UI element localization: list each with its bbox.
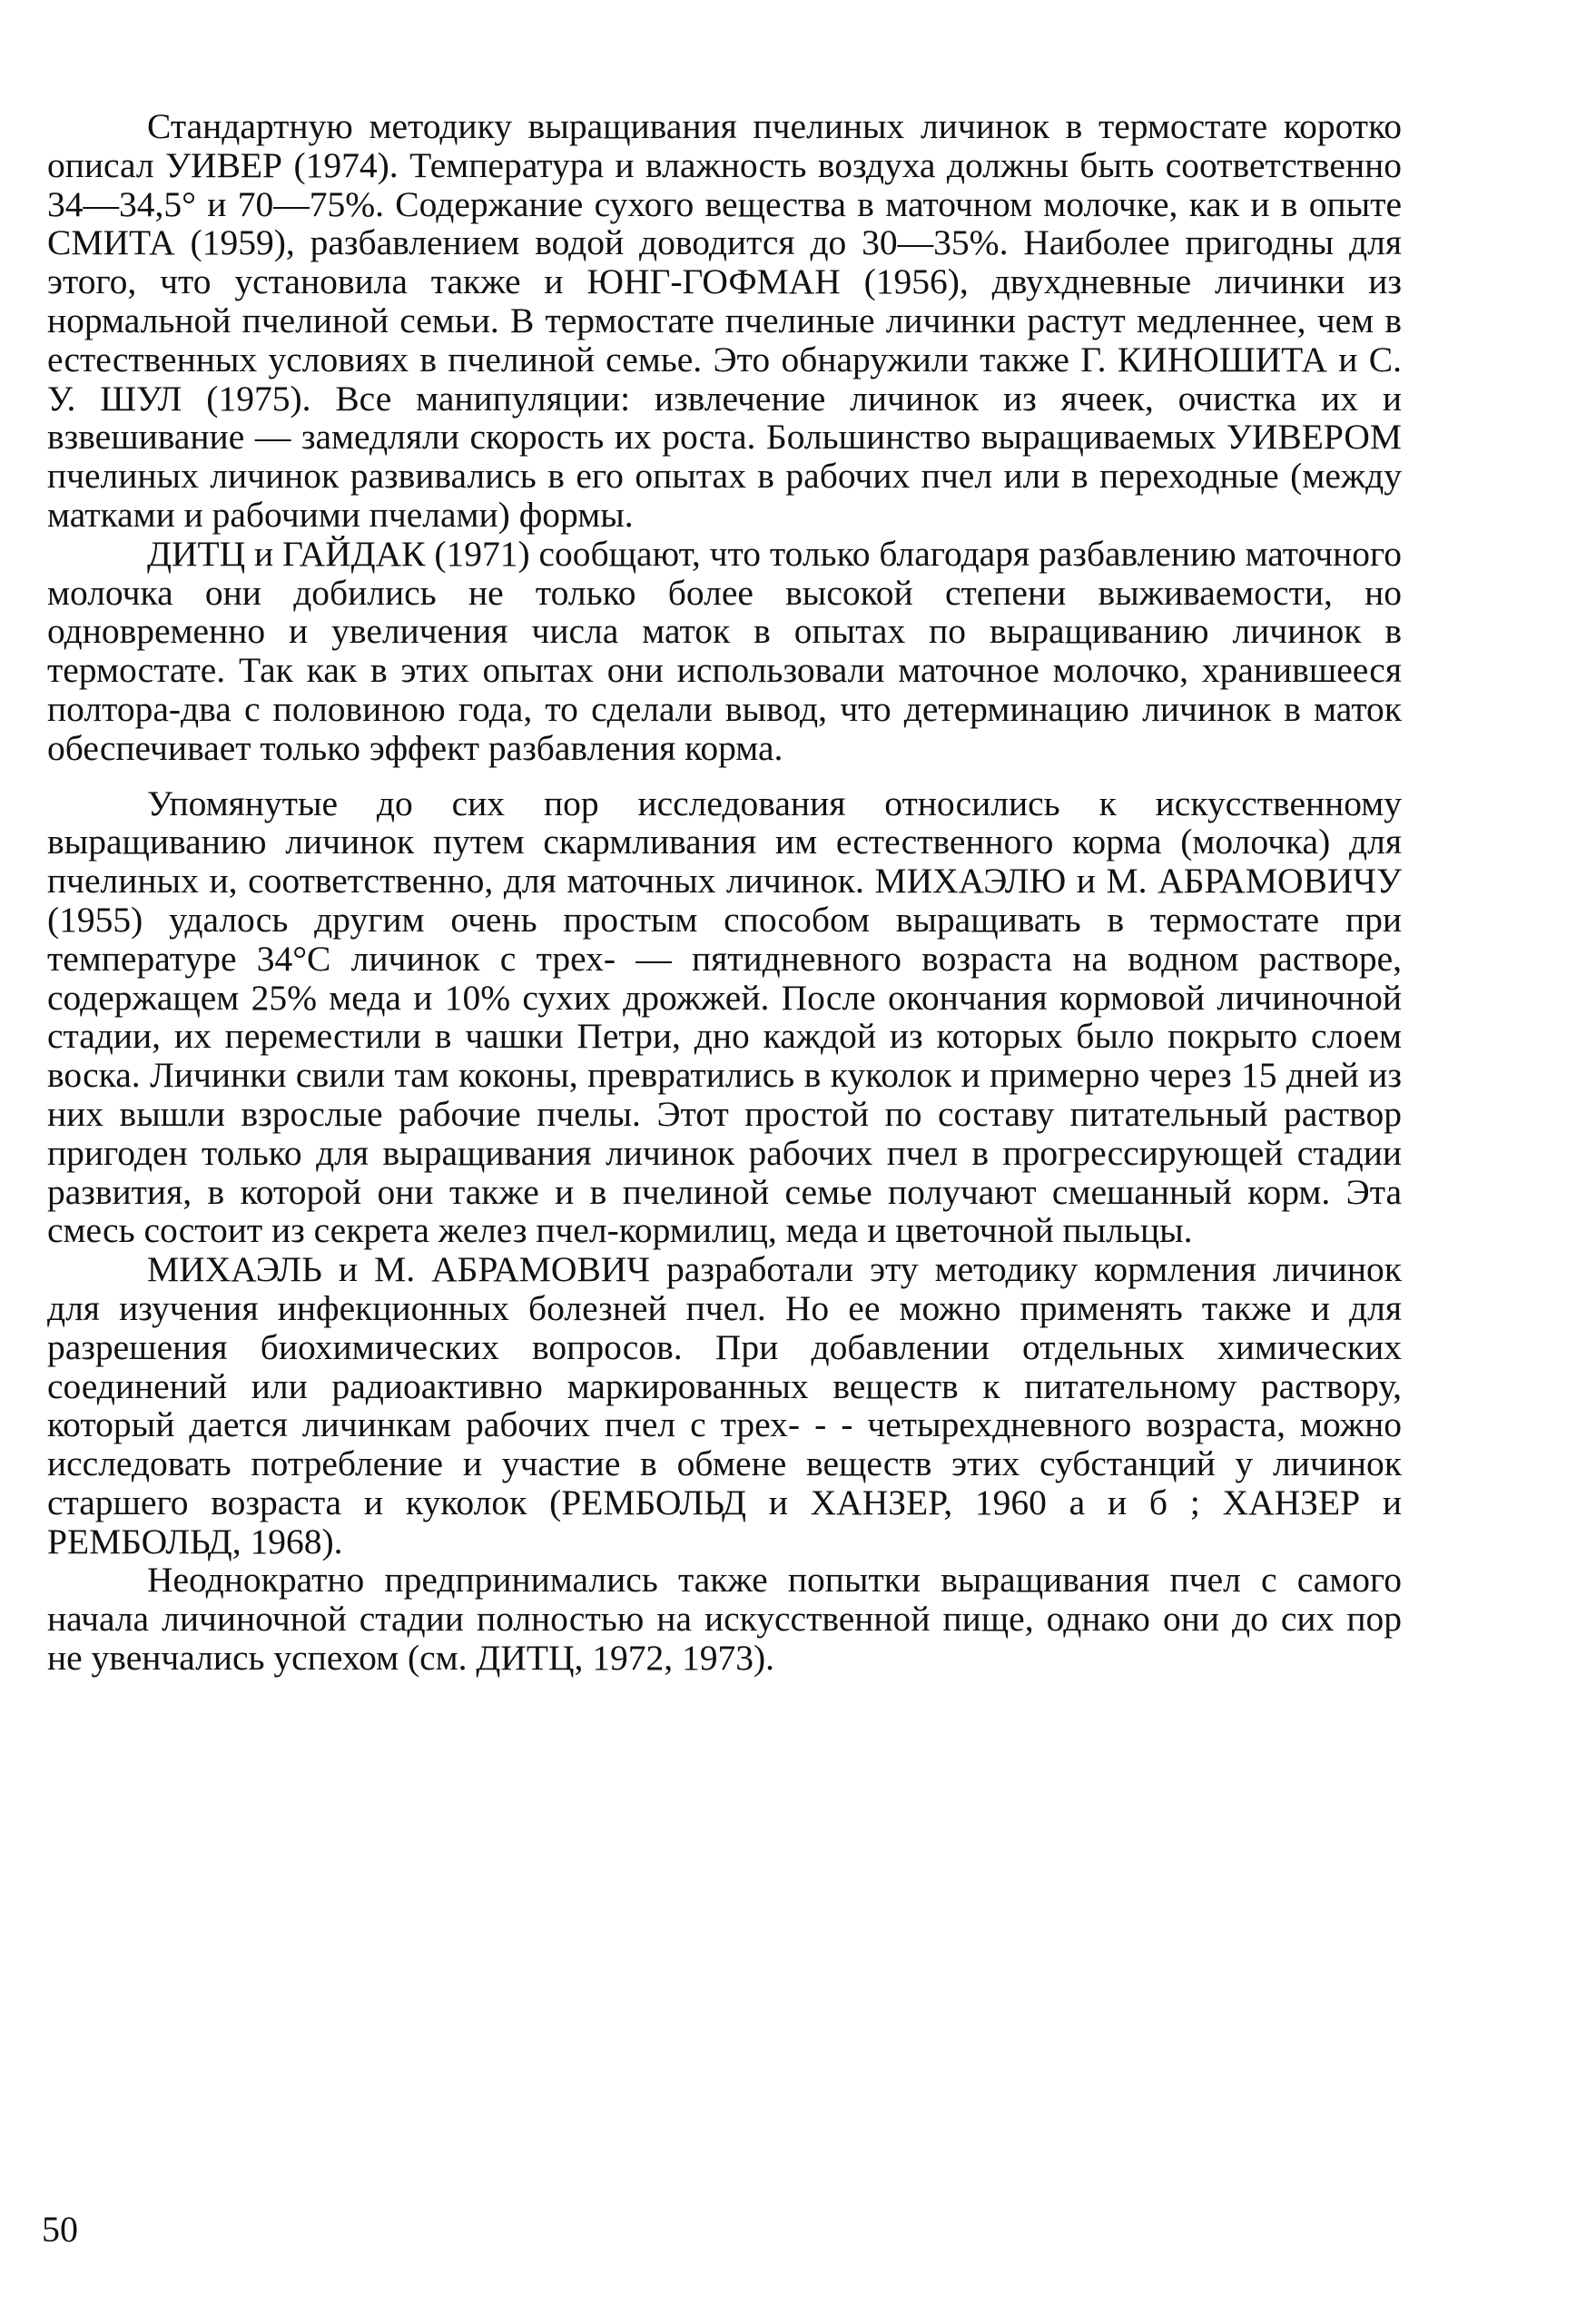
page-number: 50	[42, 2209, 78, 2250]
body-text	[47, 107, 1402, 1678]
paragraph-michael-abramovich: МИХАЭЛЬ и М. АБРАМОВИЧ разработали эту методику кормления личинок для изучения инфекционных болезней пчел. Но ее можно применять также и для разрешения биохимических вопросов. При добавлении отдельных химических соединений или радиоактивно маркированных веществ к питательному раствору, который дается личинкам рабочих пчел с трех- - - четырехдневного возраста, можно исследовать потребление и участие в обмене веществ этих субстанций у личинок старшего возраста и куколок (РЕМБОЛЬД и ХАНЗЕР, 1960 а и б ; ХАНЗЕР и РЕМБОЛЬД, 1968).	[47, 1249, 1402, 1561]
paragraph-weaver-method: Стандартную методику выращивания пчелиных личинок в термостате коротко описал УИВЕР (1974). Температура и влажность воздуха должны быть соответственно 34—34,5° и 70—75%. Содержание сухого вещества в маточном молочке, как и в опыте СМИТА (1959), разбавлением водой доводится до 30—35%. Наиболее пригодны для этого, что установила также и ЮНГ-ГОФМАН (1956), двухдневные личинки из нормальной пчелиной семьи. В термостате пчелиные личинки растут медленнее, чем в естественных условиях в пчелиной семье. Это обнаружили также Г. КИНОШИТА и С. У. ШУЛ (1975). Все манипуляции: извлечение личинок из ячеек, очистка их и взвешивание — замедляли скорость их роста. Большинство выращиваемых УИВЕРОМ пчелиных личинок развивались в его опытах в рабочих пчел или в переходные (между матками и рабочими пчелами) формы.	[47, 106, 1402, 535]
paragraph-ditz-gaidak: ДИТЦ и ГАЙДАК (1971) сообщают, что только благодаря разбавлению маточного молочка они добились не только более высокой степени выживаемости, но одновременно и увеличения числа маток в опытах по выращиванию личинок в термостате. Так как в этих опытах они использовали маточное молочко, хранившееся полтора-два с половиною года, то сделали вывод, что детерминацию личинок в маток обеспечивает только эффект разбавления корма.	[47, 533, 1402, 768]
paragraph-attempts: Неоднократно предпринимались также попытки выращивания пчел с самого начала личиночной стадии полностью на искусственной пище, однако они до сих пор не увенчались успехом (см. ДИТЦ, 1972, 1973).	[47, 1560, 1402, 1679]
paragraph-artificial-rearing: Упомянутые до сих пор исследования относились к искусственному выращиванию личинок путем скармливания им естественного корма (молочка) для пчелиных и, соответственно, для маточных личинок. МИХАЭЛЮ и М. АБРАМОВИЧУ (1955) удалось другим очень простым способом выращивать в термостате при температуре 34°С личинок с трех- — пятидневного возраста на водном растворе, содержащем 25% меда и 10% сухих дрожжей. После окончания кормовой личиночной стадии, их переместили в чашки Петри, дно каждой из которых было покрыто слоем воска. Личинки свили там коконы, превратились в куколок и примерно через 15 дней из них вышли взрослые рабочие пчелы. Этот простой по составу питательный раствор пригоден только для выращивания личинок рабочих пчел в прогрессирующей стадии развития, в которой они также и в пчелиной семье получают смешанный корм. Эта смесь состоит из секрета желез пчел-кормилиц, меда и цветочной пыльцы.	[47, 783, 1402, 1251]
